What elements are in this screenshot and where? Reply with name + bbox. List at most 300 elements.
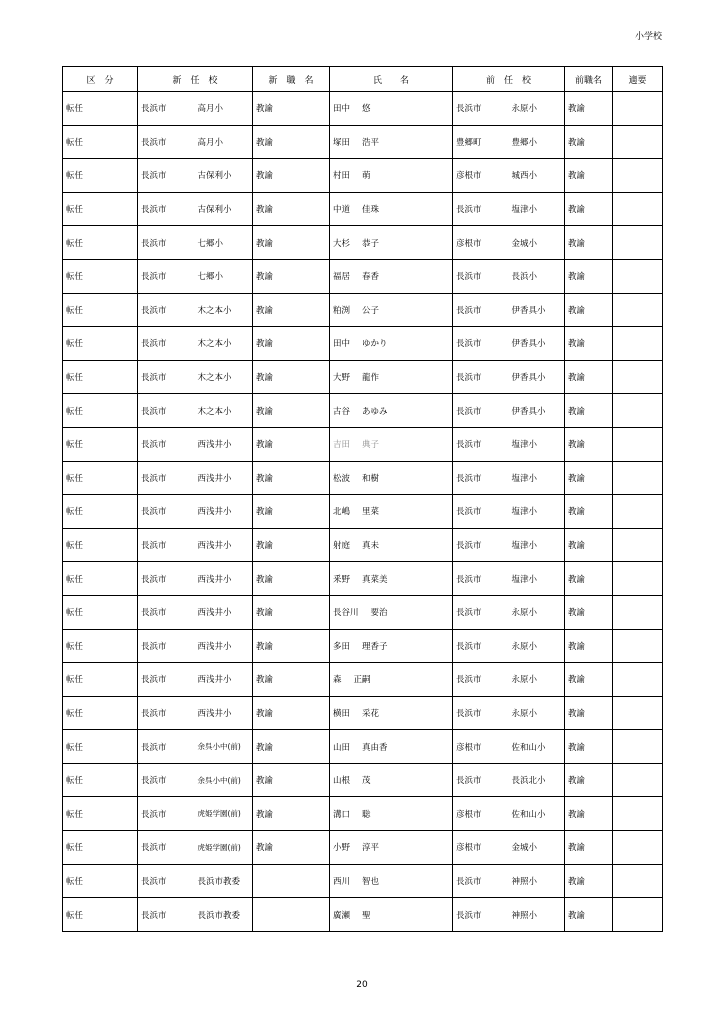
new-city-cell: 長浜市 — [138, 797, 195, 831]
new-school-cell: 西浅井小 — [195, 663, 253, 697]
new-school-cell: 長浜市教委 — [195, 864, 253, 898]
prev-school-cell: 塩津小 — [509, 495, 565, 529]
given-name: 理香子 — [362, 641, 388, 652]
kubun-cell: 転任 — [63, 192, 138, 226]
table-row — [63, 831, 663, 865]
prev-school-cell: 伊香具小 — [509, 360, 565, 394]
table-row — [63, 763, 663, 797]
prev-city-cell: 長浜市 — [453, 427, 509, 461]
table-row — [63, 629, 663, 663]
prev-title-cell: 教諭 — [565, 831, 613, 865]
given-name: 淳平 — [362, 843, 380, 854]
prev-title-cell: 教諭 — [565, 663, 613, 697]
header-new-school: 新 任 校 — [138, 67, 253, 92]
prev-school-cell: 永原小 — [509, 92, 565, 126]
prev-title-cell: 教諭 — [565, 495, 613, 529]
kubun-cell: 転任 — [63, 595, 138, 629]
new-school-cell: 古保利小 — [195, 159, 253, 193]
new-city-cell: 長浜市 — [138, 360, 195, 394]
prev-title-cell: 教諭 — [565, 259, 613, 293]
notes-cell — [613, 226, 663, 260]
notes-cell — [613, 461, 663, 495]
kubun-cell: 転任 — [63, 360, 138, 394]
table-row — [63, 595, 663, 629]
given-name: 公子 — [362, 305, 380, 316]
new-title-cell: 教諭 — [253, 360, 330, 394]
given-name: 悠 — [362, 104, 371, 115]
new-city-cell: 長浜市 — [138, 327, 195, 361]
new-title-cell: 教諭 — [253, 461, 330, 495]
given-name: 恭子 — [362, 238, 380, 249]
header-kubun: 区 分 — [63, 67, 138, 92]
new-title-cell: 教諭 — [253, 528, 330, 562]
table-row — [63, 495, 663, 529]
new-title-cell: 教諭 — [253, 629, 330, 663]
surname: 福居 — [333, 272, 351, 283]
prev-school-cell: 佐和山小 — [509, 730, 565, 764]
prev-city-cell: 長浜市 — [453, 763, 509, 797]
prev-title-cell: 教諭 — [565, 327, 613, 361]
prev-city-cell: 長浜市 — [453, 360, 509, 394]
prev-school-cell: 塩津小 — [509, 528, 565, 562]
given-name: あゆみ — [362, 406, 388, 417]
prev-school-cell: 塩津小 — [509, 562, 565, 596]
surname: 吉田 — [333, 440, 351, 451]
notes-cell — [613, 495, 663, 529]
new-city-cell: 長浜市 — [138, 159, 195, 193]
given-name: 春香 — [362, 272, 380, 283]
prev-city-cell: 長浜市 — [453, 293, 509, 327]
given-name: 萌 — [362, 171, 371, 182]
prev-school-cell: 永原小 — [509, 595, 565, 629]
name-cell — [330, 663, 453, 697]
new-title-cell: 教諭 — [253, 92, 330, 126]
new-city-cell: 長浜市 — [138, 831, 195, 865]
table-body — [63, 92, 663, 932]
header-new-title: 新 職 名 — [253, 67, 330, 92]
new-title-cell: 教諭 — [253, 327, 330, 361]
prev-school-cell: 伊香具小 — [509, 394, 565, 428]
prev-title-cell: 教諭 — [565, 562, 613, 596]
new-school-cell: 虎姫学園(前) — [195, 831, 253, 865]
new-city-cell: 長浜市 — [138, 394, 195, 428]
given-name: 智也 — [362, 876, 380, 887]
prev-title-cell: 教諭 — [565, 528, 613, 562]
new-city-cell: 長浜市 — [138, 495, 195, 529]
prev-title-cell: 教諭 — [565, 159, 613, 193]
kubun-cell: 転任 — [63, 797, 138, 831]
name-cell — [330, 226, 453, 260]
new-title-cell: 教諭 — [253, 595, 330, 629]
new-title-cell: 教諭 — [253, 192, 330, 226]
prev-title-cell: 教諭 — [565, 595, 613, 629]
given-name: 典子 — [362, 440, 380, 451]
prev-city-cell: 長浜市 — [453, 461, 509, 495]
prev-title-cell: 教諭 — [565, 394, 613, 428]
prev-title-cell: 教諭 — [565, 696, 613, 730]
prev-city-cell: 長浜市 — [453, 528, 509, 562]
prev-city-cell: 彦根市 — [453, 730, 509, 764]
name-cell — [330, 192, 453, 226]
notes-cell — [613, 394, 663, 428]
table-row — [63, 730, 663, 764]
name-cell — [330, 831, 453, 865]
name-cell — [330, 92, 453, 126]
table-row — [63, 259, 663, 293]
new-city-cell: 長浜市 — [138, 864, 195, 898]
table-row — [63, 864, 663, 898]
kubun-cell: 転任 — [63, 92, 138, 126]
table-row — [63, 159, 663, 193]
new-school-cell: 高月小 — [195, 92, 253, 126]
prev-school-cell: 塩津小 — [509, 427, 565, 461]
table-row — [63, 528, 663, 562]
new-city-cell: 長浜市 — [138, 730, 195, 764]
new-title-cell: 教諭 — [253, 730, 330, 764]
notes-cell — [613, 663, 663, 697]
table-row — [63, 696, 663, 730]
prev-city-cell: 長浜市 — [453, 663, 509, 697]
given-name: 浩平 — [362, 137, 380, 148]
surname: 粕渕 — [333, 305, 351, 316]
given-name: 要治 — [370, 608, 388, 619]
new-city-cell: 長浜市 — [138, 192, 195, 226]
new-city-cell: 長浜市 — [138, 763, 195, 797]
prev-city-cell: 長浜市 — [453, 394, 509, 428]
header-prev-title: 前職名 — [565, 67, 613, 92]
new-school-cell: 木之本小 — [195, 360, 253, 394]
prev-school-cell: 城西小 — [509, 159, 565, 193]
surname: 山根 — [333, 776, 351, 787]
prev-school-cell: 神照小 — [509, 864, 565, 898]
new-school-cell: 七郷小 — [195, 226, 253, 260]
notes-cell — [613, 562, 663, 596]
new-title-cell: 教諭 — [253, 663, 330, 697]
prev-city-cell: 彦根市 — [453, 226, 509, 260]
table-row — [63, 898, 663, 932]
page-number: 20 — [356, 980, 368, 990]
prev-city-cell: 長浜市 — [453, 327, 509, 361]
name-cell — [330, 730, 453, 764]
name-cell — [330, 629, 453, 663]
given-name: ゆかり — [362, 339, 388, 350]
kubun-cell: 転任 — [63, 528, 138, 562]
new-school-cell: 余呉小中(前) — [195, 763, 253, 797]
prev-title-cell: 教諭 — [565, 797, 613, 831]
surname: 西川 — [333, 876, 351, 887]
name-cell — [330, 461, 453, 495]
prev-title-cell: 教諭 — [565, 629, 613, 663]
prev-city-cell: 長浜市 — [453, 595, 509, 629]
kubun-cell: 転任 — [63, 327, 138, 361]
prev-title-cell: 教諭 — [565, 192, 613, 226]
notes-cell — [613, 763, 663, 797]
new-title-cell — [253, 898, 330, 932]
surname: 小野 — [333, 843, 351, 854]
new-city-cell: 長浜市 — [138, 461, 195, 495]
prev-title-cell: 教諭 — [565, 461, 613, 495]
prev-school-cell: 永原小 — [509, 663, 565, 697]
new-city-cell: 長浜市 — [138, 696, 195, 730]
new-city-cell: 長浜市 — [138, 259, 195, 293]
prev-title-cell: 教諭 — [565, 293, 613, 327]
given-name: 龍作 — [362, 373, 380, 384]
new-city-cell: 長浜市 — [138, 629, 195, 663]
new-title-cell: 教諭 — [253, 226, 330, 260]
given-name: 真未 — [362, 541, 380, 552]
given-name: 茂 — [362, 776, 371, 787]
table-row — [63, 562, 663, 596]
name-cell — [330, 495, 453, 529]
notes-cell — [613, 797, 663, 831]
kubun-cell: 転任 — [63, 663, 138, 697]
surname: 田中 — [333, 104, 351, 115]
name-cell — [330, 528, 453, 562]
table-row — [63, 360, 663, 394]
surname: 田中 — [333, 339, 351, 350]
new-school-cell: 余呉小中(前) — [195, 730, 253, 764]
table-row — [63, 226, 663, 260]
name-cell — [330, 327, 453, 361]
new-title-cell: 教諭 — [253, 293, 330, 327]
kubun-cell: 転任 — [63, 293, 138, 327]
name-cell — [330, 763, 453, 797]
prev-city-cell: 彦根市 — [453, 797, 509, 831]
prev-city-cell: 長浜市 — [453, 259, 509, 293]
kubun-cell: 転任 — [63, 864, 138, 898]
new-city-cell: 長浜市 — [138, 595, 195, 629]
prev-title-cell: 教諭 — [565, 226, 613, 260]
prev-school-cell: 永原小 — [509, 696, 565, 730]
surname: 山田 — [333, 742, 351, 753]
prev-school-cell: 神照小 — [509, 898, 565, 932]
header-name: 氏 名 — [330, 67, 453, 92]
table-row — [63, 461, 663, 495]
table-row — [63, 92, 663, 126]
name-cell — [330, 595, 453, 629]
name-cell — [330, 394, 453, 428]
kubun-cell: 転任 — [63, 629, 138, 663]
prev-school-cell: 塩津小 — [509, 461, 565, 495]
table-row — [63, 394, 663, 428]
kubun-cell: 転任 — [63, 427, 138, 461]
kubun-cell: 転任 — [63, 125, 138, 159]
kubun-cell: 転任 — [63, 831, 138, 865]
kubun-cell: 転任 — [63, 259, 138, 293]
name-cell — [330, 898, 453, 932]
table-row — [63, 427, 663, 461]
prev-title-cell: 教諭 — [565, 92, 613, 126]
notes-cell — [613, 831, 663, 865]
prev-title-cell: 教諭 — [565, 864, 613, 898]
surname: 中道 — [333, 205, 351, 216]
new-city-cell: 長浜市 — [138, 125, 195, 159]
prev-school-cell: 塩津小 — [509, 192, 565, 226]
new-city-cell: 長浜市 — [138, 663, 195, 697]
surname: 森 — [333, 675, 342, 686]
new-title-cell: 教諭 — [253, 495, 330, 529]
name-cell — [330, 696, 453, 730]
kubun-cell: 転任 — [63, 730, 138, 764]
prev-city-cell: 長浜市 — [453, 898, 509, 932]
given-name: 聡 — [362, 809, 371, 820]
notes-cell — [613, 92, 663, 126]
header-prev-school: 前 任 校 — [453, 67, 565, 92]
new-title-cell: 教諭 — [253, 259, 330, 293]
surname: 釆野 — [333, 574, 351, 585]
prev-school-cell: 長浜小 — [509, 259, 565, 293]
prev-city-cell: 彦根市 — [453, 831, 509, 865]
table-row — [63, 663, 663, 697]
prev-city-cell: 長浜市 — [453, 495, 509, 529]
new-city-cell: 長浜市 — [138, 427, 195, 461]
surname: 射庭 — [333, 541, 351, 552]
prev-city-cell: 長浜市 — [453, 864, 509, 898]
surname: 北嶋 — [333, 507, 351, 518]
new-school-cell: 西浅井小 — [195, 696, 253, 730]
notes-cell — [613, 327, 663, 361]
new-title-cell: 教諭 — [253, 696, 330, 730]
kubun-cell: 転任 — [63, 159, 138, 193]
prev-city-cell: 豊郷町 — [453, 125, 509, 159]
new-school-cell: 西浅井小 — [195, 629, 253, 663]
new-school-cell: 木之本小 — [195, 394, 253, 428]
prev-city-cell: 長浜市 — [453, 562, 509, 596]
new-school-cell: 古保利小 — [195, 192, 253, 226]
new-school-cell: 西浅井小 — [195, 562, 253, 596]
notes-cell — [613, 629, 663, 663]
prev-school-cell: 伊香具小 — [509, 293, 565, 327]
given-name: 真由香 — [362, 742, 388, 753]
new-title-cell: 教諭 — [253, 562, 330, 596]
notes-cell — [613, 696, 663, 730]
new-title-cell: 教諭 — [253, 763, 330, 797]
prev-school-cell: 永原小 — [509, 629, 565, 663]
notes-cell — [613, 159, 663, 193]
table-row — [63, 125, 663, 159]
surname: 横田 — [333, 708, 351, 719]
name-cell — [330, 159, 453, 193]
new-city-cell: 長浜市 — [138, 293, 195, 327]
notes-cell — [613, 293, 663, 327]
kubun-cell: 転任 — [63, 226, 138, 260]
given-name: 正嗣 — [353, 675, 371, 686]
name-cell — [330, 360, 453, 394]
prev-city-cell: 長浜市 — [453, 696, 509, 730]
name-cell — [330, 797, 453, 831]
prev-school-cell: 長浜北小 — [509, 763, 565, 797]
notes-cell — [613, 730, 663, 764]
name-cell — [330, 427, 453, 461]
new-city-cell: 長浜市 — [138, 562, 195, 596]
kubun-cell: 転任 — [63, 394, 138, 428]
notes-cell — [613, 898, 663, 932]
new-school-cell: 七郷小 — [195, 259, 253, 293]
name-cell — [330, 293, 453, 327]
surname: 古谷 — [333, 406, 351, 417]
table-row — [63, 327, 663, 361]
prev-school-cell: 伊香具小 — [509, 327, 565, 361]
kubun-cell: 転任 — [63, 461, 138, 495]
prev-title-cell: 教諭 — [565, 360, 613, 394]
given-name: 佳珠 — [362, 205, 380, 216]
prev-title-cell: 教諭 — [565, 763, 613, 797]
prev-title-cell: 教諭 — [565, 898, 613, 932]
notes-cell — [613, 595, 663, 629]
new-city-cell: 長浜市 — [138, 528, 195, 562]
new-title-cell: 教諭 — [253, 427, 330, 461]
table-row — [63, 797, 663, 831]
notes-cell — [613, 528, 663, 562]
given-name: 里菜 — [362, 507, 380, 518]
name-cell — [330, 259, 453, 293]
new-school-cell: 虎姫学園(前) — [195, 797, 253, 831]
prev-city-cell: 彦根市 — [453, 159, 509, 193]
prev-title-cell: 教諭 — [565, 125, 613, 159]
new-title-cell: 教諭 — [253, 125, 330, 159]
new-title-cell: 教諭 — [253, 831, 330, 865]
surname: 村田 — [333, 171, 351, 182]
surname: 松波 — [333, 473, 351, 484]
new-title-cell: 教諭 — [253, 159, 330, 193]
prev-title-cell: 教諭 — [565, 427, 613, 461]
surname: 溝口 — [333, 809, 351, 820]
new-title-cell: 教諭 — [253, 797, 330, 831]
notes-cell — [613, 427, 663, 461]
table-row — [63, 192, 663, 226]
header-row — [63, 67, 663, 92]
notes-cell — [613, 360, 663, 394]
new-school-cell: 木之本小 — [195, 293, 253, 327]
new-city-cell: 長浜市 — [138, 898, 195, 932]
new-school-cell: 高月小 — [195, 125, 253, 159]
given-name: 采花 — [362, 708, 380, 719]
prev-title-cell: 教諭 — [565, 730, 613, 764]
given-name: 真菜美 — [362, 574, 388, 585]
new-title-cell: 教諭 — [253, 394, 330, 428]
header-notes: 適要 — [613, 67, 663, 92]
given-name: 和樹 — [362, 473, 380, 484]
surname: 長谷川 — [333, 608, 359, 619]
prev-city-cell: 長浜市 — [453, 629, 509, 663]
prev-city-cell: 長浜市 — [453, 192, 509, 226]
prev-school-cell: 金城小 — [509, 226, 565, 260]
prev-city-cell: 長浜市 — [453, 92, 509, 126]
new-city-cell: 長浜市 — [138, 226, 195, 260]
given-name: 聖 — [362, 910, 371, 921]
new-title-cell — [253, 864, 330, 898]
new-school-cell: 西浅井小 — [195, 461, 253, 495]
new-school-cell: 西浅井小 — [195, 595, 253, 629]
kubun-cell: 転任 — [63, 898, 138, 932]
surname: 大野 — [333, 373, 351, 384]
new-school-cell: 西浅井小 — [195, 528, 253, 562]
surname: 廣瀬 — [333, 910, 351, 921]
name-cell — [330, 562, 453, 596]
surname: 大杉 — [333, 238, 351, 249]
notes-cell — [613, 125, 663, 159]
surname: 塚田 — [333, 137, 351, 148]
notes-cell — [613, 259, 663, 293]
new-school-cell: 西浅井小 — [195, 427, 253, 461]
kubun-cell: 転任 — [63, 763, 138, 797]
prev-school-cell: 金城小 — [509, 831, 565, 865]
notes-cell — [613, 192, 663, 226]
name-cell — [330, 125, 453, 159]
new-school-cell: 長浜市教委 — [195, 898, 253, 932]
prev-school-cell: 佐和山小 — [509, 797, 565, 831]
school-type-label: 小学校 — [634, 32, 662, 42]
